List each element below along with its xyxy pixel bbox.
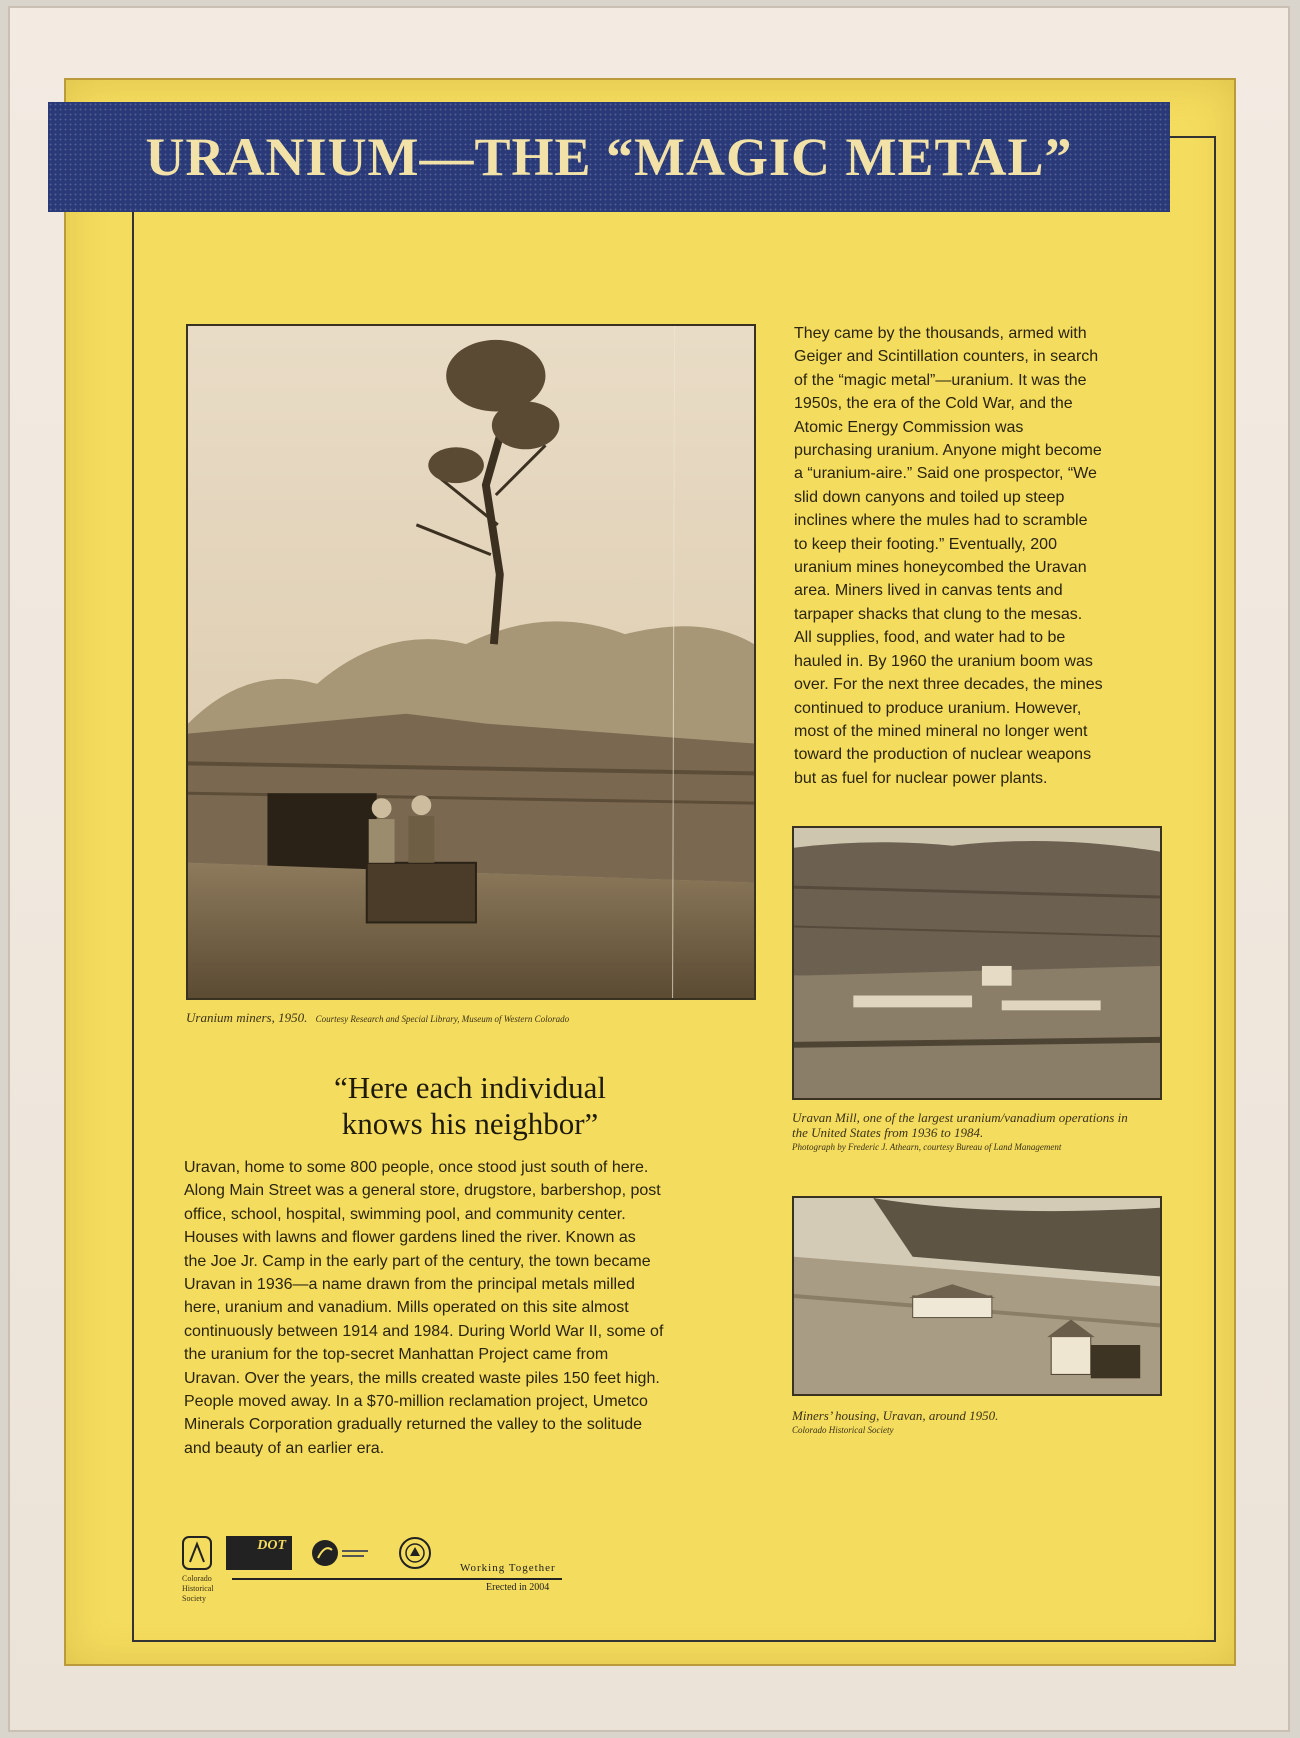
mill-caption-line2: the United States from 1936 to 1984. (792, 1125, 984, 1140)
intro-line: to keep their footing.” Eventually, 200 (794, 535, 1057, 553)
uravan-line: Along Main Street was a general store, drugstore, barbershop, post (184, 1182, 661, 1200)
housing-credit: Colorado Historical Society (792, 1425, 894, 1435)
intro-line: 1950s, the era of the Cold War, and the (794, 395, 1073, 413)
photo-miners-housing (792, 1196, 1162, 1396)
fhwa-logo-icon (310, 1538, 370, 1568)
intro-line: Atomic Energy Commission was (794, 418, 1024, 436)
housing-caption-text: Miners’ housing, Uravan, around 1950. (792, 1408, 999, 1423)
cdot-logo (226, 1536, 292, 1570)
uravan-paragraph (184, 1156, 784, 1460)
uravan-line: Houses with lawns and flower gardens lined the river. Known as (184, 1229, 636, 1247)
uravan-line: and beauty of an earlier era. (184, 1439, 385, 1457)
mill-caption (792, 1110, 1172, 1155)
intro-line: area. Miners lived in canvas tents and (794, 582, 1063, 600)
mill-photo-image (794, 828, 1160, 1098)
chs-text-line: Society (182, 1594, 206, 1603)
intro-line: purchasing uranium. Anyone might become (794, 442, 1102, 460)
working-together-text: Working Together (460, 1562, 556, 1574)
intro-line: most of the mined mineral no longer went (794, 722, 1088, 740)
intro-line: of the “magic metal”—uranium. It was the (794, 371, 1087, 389)
intro-line: Geiger and Scintillation counters, in search (794, 348, 1099, 366)
photo-uravan-mill (792, 826, 1162, 1100)
intro-line: They came by the thousands, armed with (794, 325, 1087, 342)
fhwa-logo (310, 1538, 370, 1573)
intro-line: but as fuel for nuclear power plants. (794, 769, 1048, 787)
miners-caption (186, 1010, 569, 1027)
miners-credit: Courtesy Research and Special Library, Museum of Western Colorado (315, 1014, 570, 1024)
uravan-line: Uravan in 1936—a name drawn from the principal metals milled (184, 1276, 635, 1294)
cdot-logo-text: DOT (257, 1538, 286, 1553)
miners-photo-image (188, 326, 754, 998)
uravan-line: the uranium for the top-secret Manhattan Project came from (184, 1346, 609, 1364)
photo-uranium-miners (186, 324, 756, 1000)
intro-line: uranium mines honeycombed the Uravan (794, 559, 1087, 577)
chs-logo (182, 1536, 212, 1575)
chs-text-line: Colorado (182, 1574, 212, 1583)
uravan-line: the Joe Jr. Camp in the early part of the century, the town became (184, 1252, 651, 1270)
uravan-line: here, uranium and vanadium. Mills operated on this site almost (184, 1299, 629, 1317)
uravan-line: People moved away. In a $70-million reclamation project, Umetco (184, 1393, 648, 1411)
quote-line: “Here each individual (334, 1070, 606, 1105)
sign-title: URANIUM—THE “MAGIC METAL” (145, 127, 1073, 187)
intro-line: All supplies, food, and water had to be (794, 629, 1066, 647)
uravan-line: office, school, hospital, swimming pool, and community center. (184, 1205, 626, 1223)
erected-date-text: Erected in 2004 (486, 1582, 550, 1593)
intro-line: over. For the next three decades, the mines (794, 676, 1103, 694)
mill-credit: Photograph by Frederic J. Athearn, courtesy Bureau of Land Management (792, 1142, 1062, 1152)
intro-line: inclines where the mules had to scramble (794, 512, 1088, 530)
uravan-line: Minerals Corporation gradually returned the valley to the solitude (184, 1416, 643, 1434)
intro-paragraph (794, 322, 1194, 790)
uravan-line: Uravan, home to some 800 people, once stood just south of here. (184, 1159, 649, 1176)
title-banner (48, 102, 1170, 212)
housing-caption (792, 1408, 1172, 1438)
miners-caption-text: Uranium miners, 1950. (186, 1010, 308, 1025)
footer-divider (232, 1578, 562, 1580)
quote-line: knows his neighbor” (341, 1106, 599, 1141)
intro-line: hauled in. By 1960 the uranium boom was (794, 652, 1093, 670)
uravan-line: Uravan. Over the years, the mills created waste piles 150 feet high. (184, 1369, 660, 1387)
housing-photo-image (794, 1198, 1160, 1394)
chs-logo-text (182, 1574, 214, 1604)
mill-caption-line1: Uravan Mill, one of the largest uranium/vanadium operations in (792, 1110, 1128, 1125)
blm-logo (398, 1536, 432, 1575)
chs-logo-icon (182, 1536, 212, 1570)
intro-line: a “uranium-aire.” Said one prospector, “We (794, 465, 1097, 483)
intro-line: slid down canyons and toiled up steep (794, 488, 1065, 506)
blm-seal-icon (398, 1536, 432, 1570)
intro-line: toward the production of nuclear weapons (794, 746, 1092, 764)
quote-heading (150, 1070, 790, 1142)
intro-line: tarpaper shacks that clung to the mesas. (794, 605, 1083, 623)
uravan-line: continuously between 1914 and 1984. During World War II, some of (184, 1322, 664, 1340)
intro-line: continued to produce uranium. However, (794, 699, 1082, 717)
chs-text-line: Historical (182, 1584, 214, 1593)
